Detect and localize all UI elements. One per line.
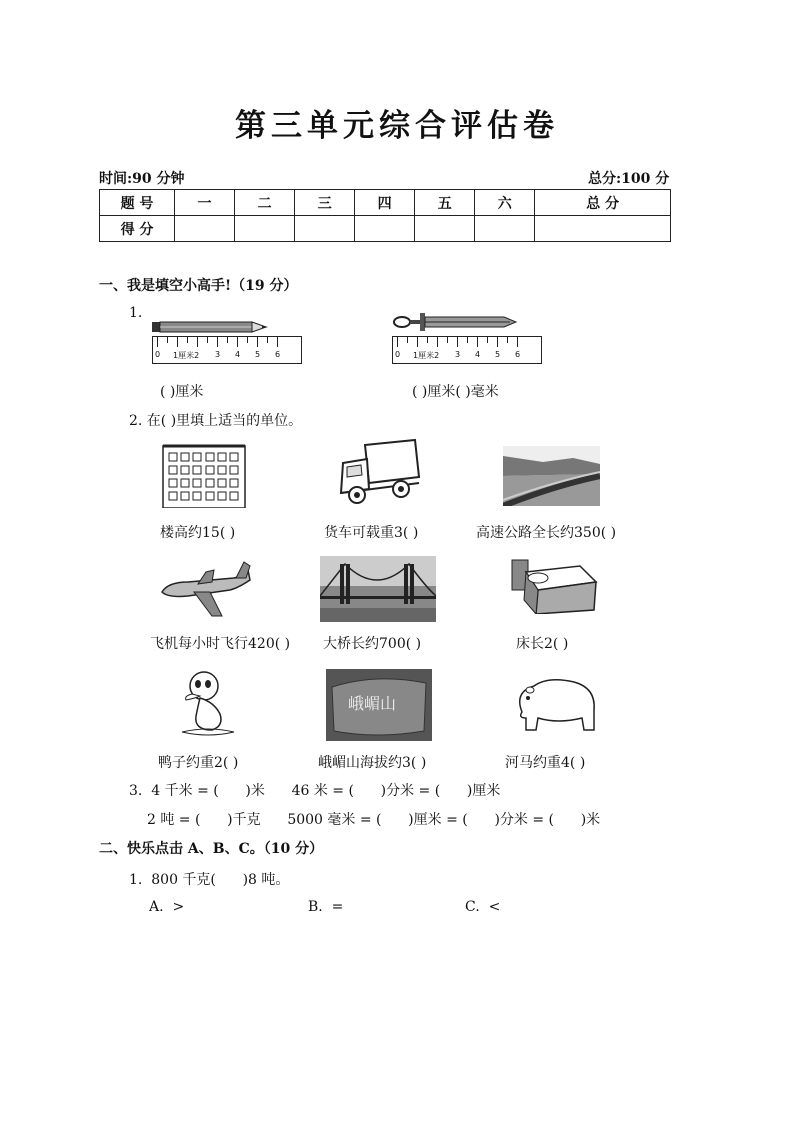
option-a[interactable]: A. > [149, 899, 185, 915]
item-caption: 峨嵋山海拔约3( ) [318, 755, 427, 771]
ruler-label: 1厘米2 [173, 351, 200, 360]
truck-icon [335, 437, 421, 507]
option-b[interactable]: B. = [308, 899, 344, 915]
ruler-label: 4 [235, 350, 241, 359]
q3-line2: 2 吨 = ( )千克 5000 毫米 = ( )厘米 = ( )分米 = ( )米 [147, 812, 601, 828]
section2-heading: 二、快乐点击 A、B、C。（10 分） [99, 841, 324, 857]
ruler-label: 1厘米2 [413, 351, 440, 360]
item-caption: 大桥长约700( ) [323, 636, 422, 652]
exam-total: 总分:100 分 [588, 171, 670, 187]
sword-icon [392, 310, 522, 334]
ruler-label: 0 [395, 350, 401, 359]
score-row-label: 得 分 [100, 216, 175, 242]
q3-line1: 3. 4 千米 = ( )米 46 米 = ( )分米 = ( )厘米 [129, 783, 501, 799]
ruler-label: 3 [455, 350, 461, 359]
item-caption: 飞机每小时飞行420( ) [150, 636, 291, 652]
highway-icon [503, 446, 600, 506]
score-cell[interactable] [535, 216, 671, 242]
ruler-label: 4 [475, 350, 481, 359]
hippo-icon [508, 672, 600, 734]
item-caption: 鸭子约重2( ) [158, 755, 239, 771]
q1-number: 1. [129, 305, 143, 321]
score-header-cell: 五 [415, 190, 475, 216]
score-header-cell: 总 分 [535, 190, 671, 216]
item-caption: 床长2( ) [516, 636, 569, 652]
score-cell[interactable] [355, 216, 415, 242]
ruler-label: 5 [495, 350, 501, 359]
score-cell[interactable] [415, 216, 475, 242]
score-header-cell: 三 [295, 190, 355, 216]
score-cell[interactable] [295, 216, 355, 242]
page-title: 第三单元综合评估卷 [235, 108, 559, 144]
item-caption: 河马约重4( ) [505, 755, 586, 771]
exam-time: 时间:90 分钟 [99, 171, 185, 187]
stone-inscription: 峨嵋山 [348, 694, 397, 713]
q1-right-answer[interactable]: ( )厘米( )毫米 [412, 384, 499, 400]
bridge-icon [320, 556, 436, 622]
score-table [99, 189, 671, 242]
ruler-label: 6 [515, 350, 521, 359]
option-c[interactable]: C. < [465, 899, 501, 915]
ruler-label: 6 [275, 350, 281, 359]
score-header-cell: 题 号 [100, 190, 175, 216]
section1-heading: 一、我是填空小高手!（19 分） [99, 278, 298, 294]
airplane-icon [158, 556, 252, 618]
score-header-row [100, 190, 671, 216]
ruler-right [392, 336, 542, 364]
q1-left-answer[interactable]: ( )厘米 [160, 384, 204, 400]
building-icon [160, 440, 248, 508]
q2-prompt: 2. 在( )里填上适当的单位。 [129, 413, 303, 429]
ruler-label: 0 [155, 350, 161, 359]
bed-icon [508, 556, 598, 614]
ruler-left [152, 336, 302, 364]
mountain-stone-icon [326, 669, 432, 741]
ruler-label: 3 [215, 350, 221, 359]
score-header-cell: 四 [355, 190, 415, 216]
item-caption: 货车可载重3( ) [324, 525, 419, 541]
score-cell[interactable] [175, 216, 235, 242]
item-caption: 楼高约15( ) [160, 525, 236, 541]
score-header-cell: 一 [175, 190, 235, 216]
score-cell[interactable] [475, 216, 535, 242]
score-input-row [100, 216, 671, 242]
pencil-icon [152, 320, 272, 334]
s2-q1-stem: 1. 800 千克( )8 吨。 [129, 872, 290, 888]
score-header-cell: 二 [235, 190, 295, 216]
score-header-cell: 六 [475, 190, 535, 216]
ruler-label: 5 [255, 350, 261, 359]
item-caption: 高速公路全长约350( ) [476, 525, 617, 541]
duck-icon [178, 668, 238, 740]
score-cell[interactable] [235, 216, 295, 242]
